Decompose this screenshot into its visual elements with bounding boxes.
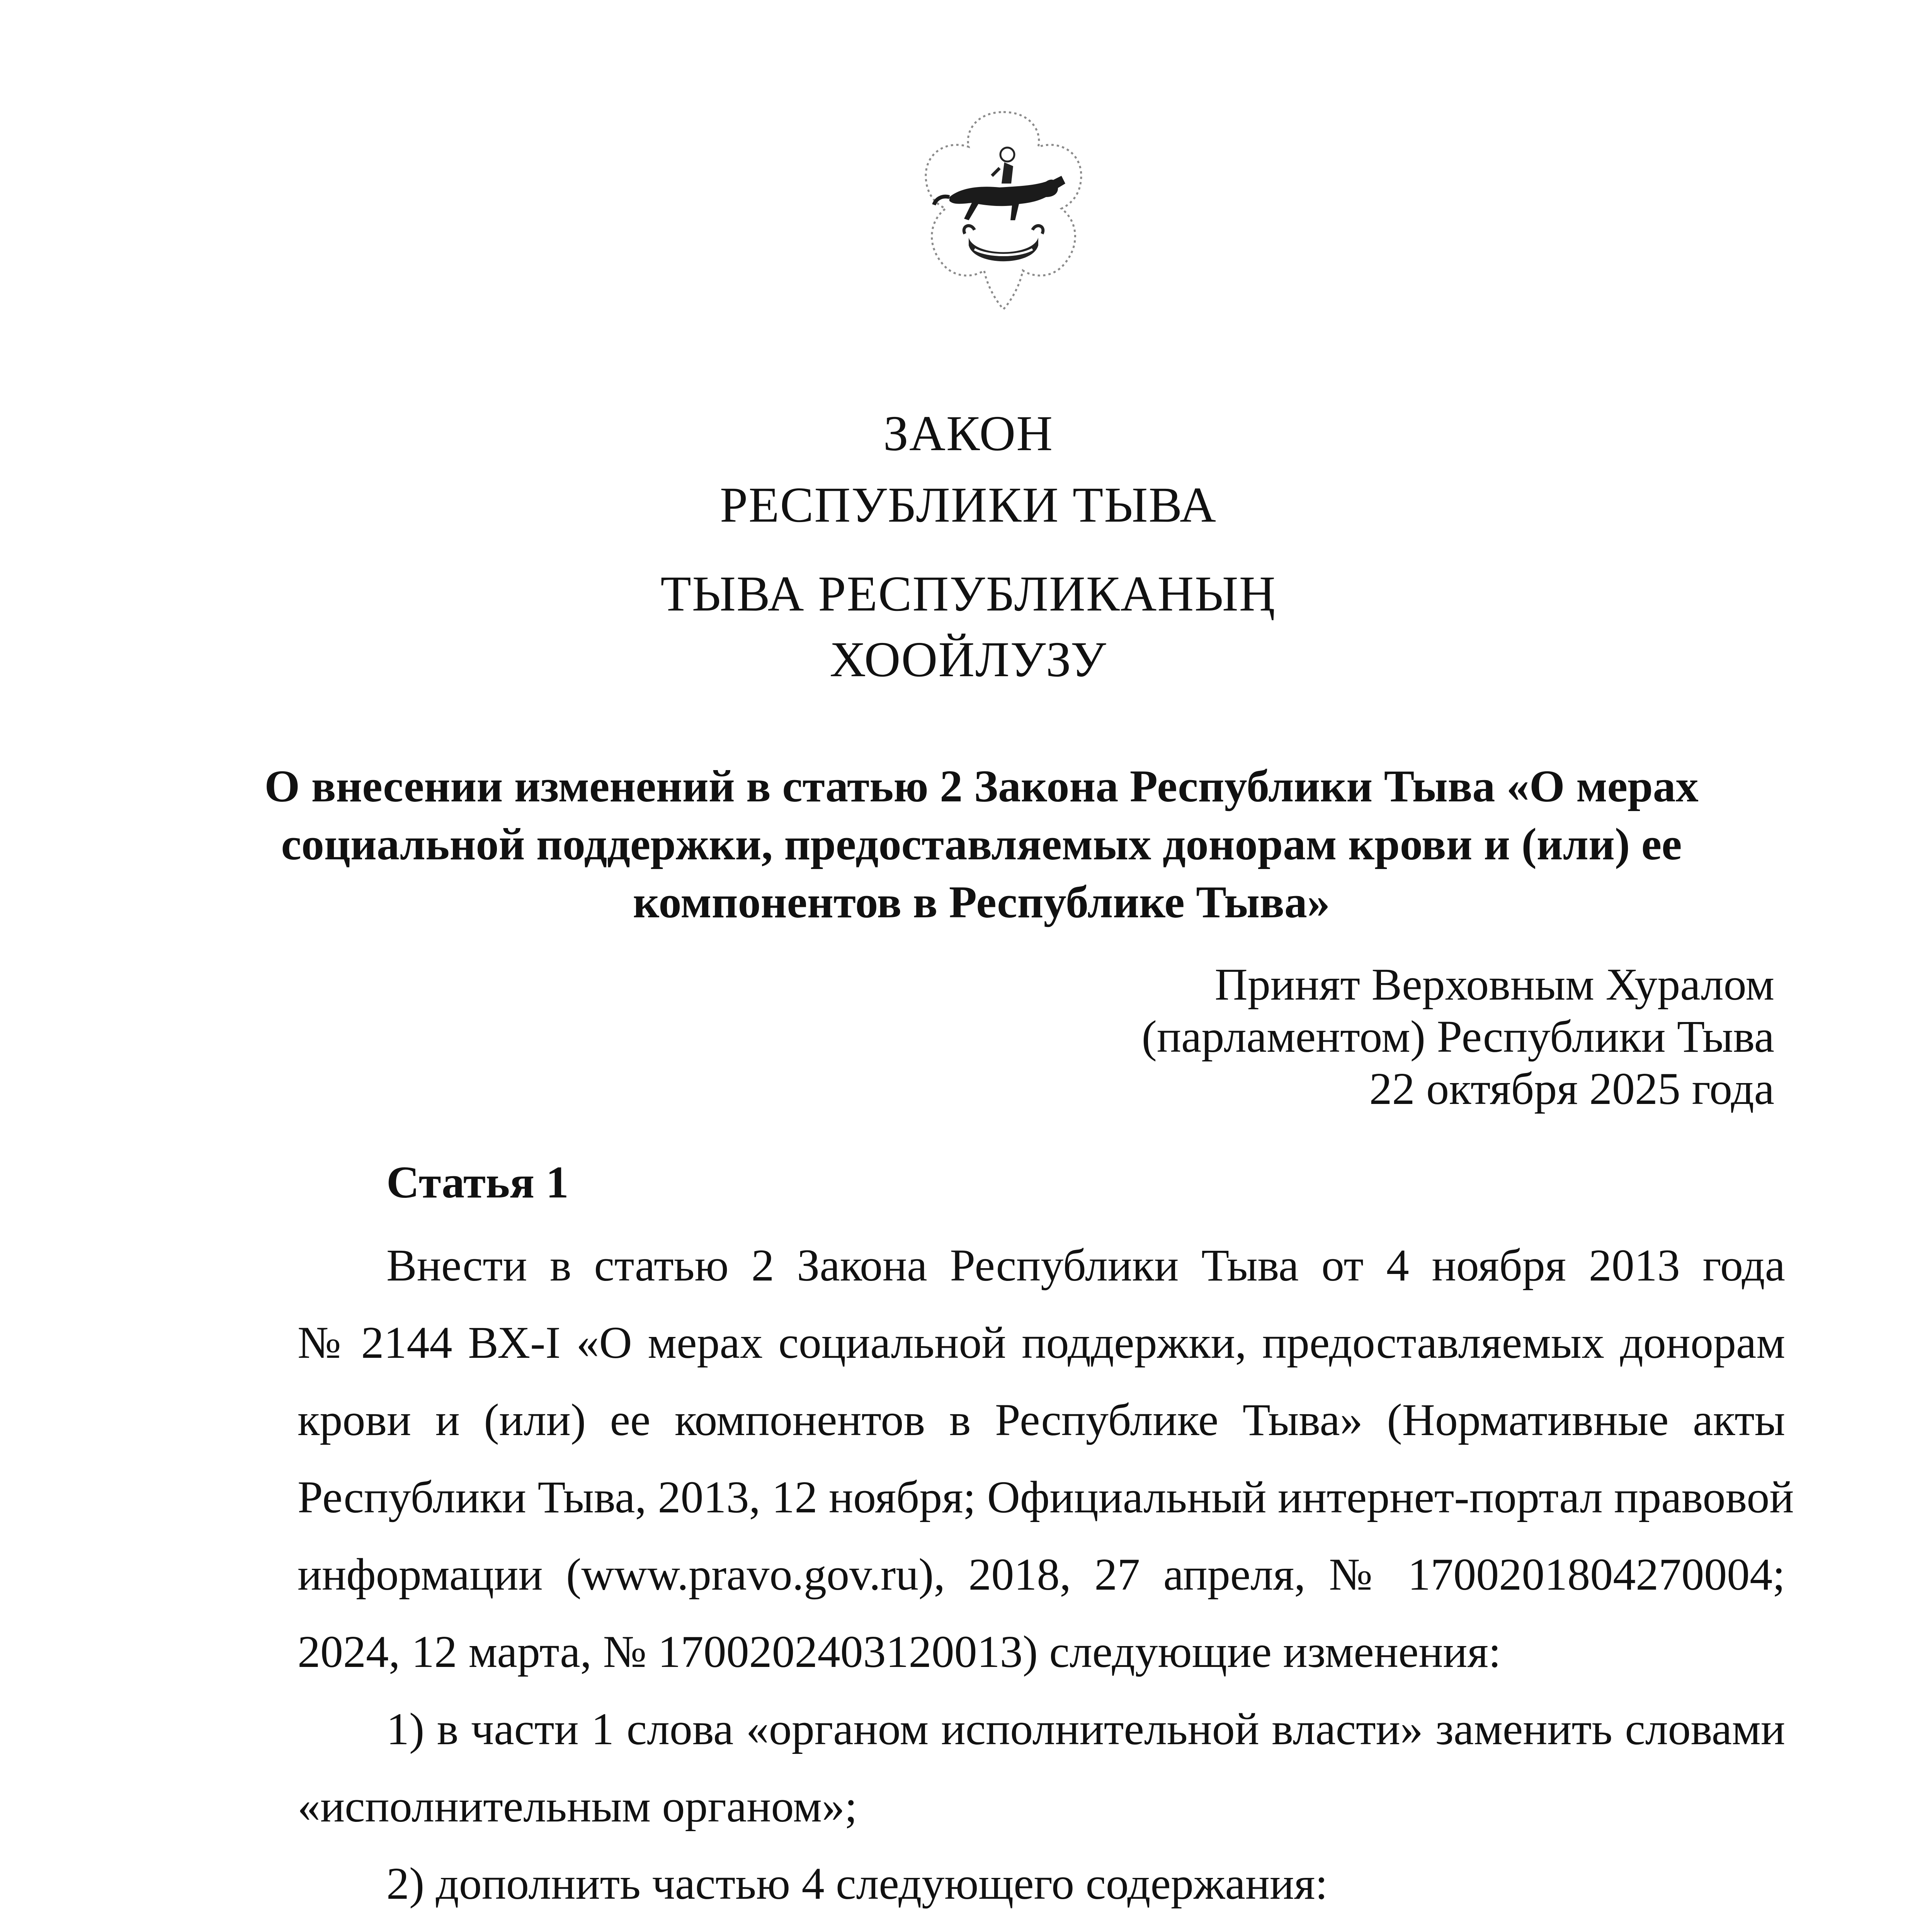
item-line: 1) в части 1 слова «органом исполнительной власти» заменить словами [386,1704,1785,1754]
paragraph-line: 2024, 12 марта, № 1700202403120013) следующие изменения: [298,1626,1501,1677]
article-heading: Статья 1 [386,1157,569,1208]
paragraph-line: Внести в статью 2 Закона Республики Тыва от 4 ноября 2013 года [386,1240,1785,1291]
header-law: ЗАКОН [883,406,1054,461]
law-title-line: социальной поддержки, предоставляемых донорам крови и (или) ее [281,819,1682,869]
adoption-line: Принят Верховным Хуралом [1214,959,1774,1010]
emblem-drawing [903,104,1104,321]
adoption-block [1142,958,1774,1115]
header-tyvan-republic: ТЫВА РЕСПУБЛИКАНЫҢ [660,566,1276,622]
part4-line [298,1922,1785,1932]
paragraph-line: № 2144 ВХ-I «О мерах социальной поддержки, предоставляемых донорам [298,1317,1785,1368]
item-line: 2) дополнить частью 4 следующего содержания: [386,1858,1328,1909]
coat-of-arms-emblem [903,104,1104,321]
adoption-date: 22 октября 2025 года [1369,1063,1774,1114]
paragraph-line: Республики Тыва, 2013, 12 ноября; Официальный интернет-портал правовой [298,1472,1794,1522]
law-title [216,757,1747,931]
header-republic: РЕСПУБЛИКИ ТЫВА [719,477,1217,533]
paragraph-line: информации (www.pravo.gov.ru), 2018, 27 апреля, № 1700201804270004; [298,1549,1785,1600]
header-tyvan-law: ХООЙЛУЗУ [830,632,1107,687]
adoption-line: (парламентом) Республики Тыва [1141,1011,1774,1062]
article-body [298,1227,1794,1932]
law-title-line: компонентов в Республике Тыва» [633,877,1330,927]
item-line: «исполнительным органом»; [298,1781,857,1832]
paragraph-line: крови и (или) ее компонентов в Республике Тыва» (Нормативные акты [298,1395,1785,1445]
law-title-line: О внесении изменений в статью 2 Закона Республики Тыва «О мерах [264,761,1699,811]
